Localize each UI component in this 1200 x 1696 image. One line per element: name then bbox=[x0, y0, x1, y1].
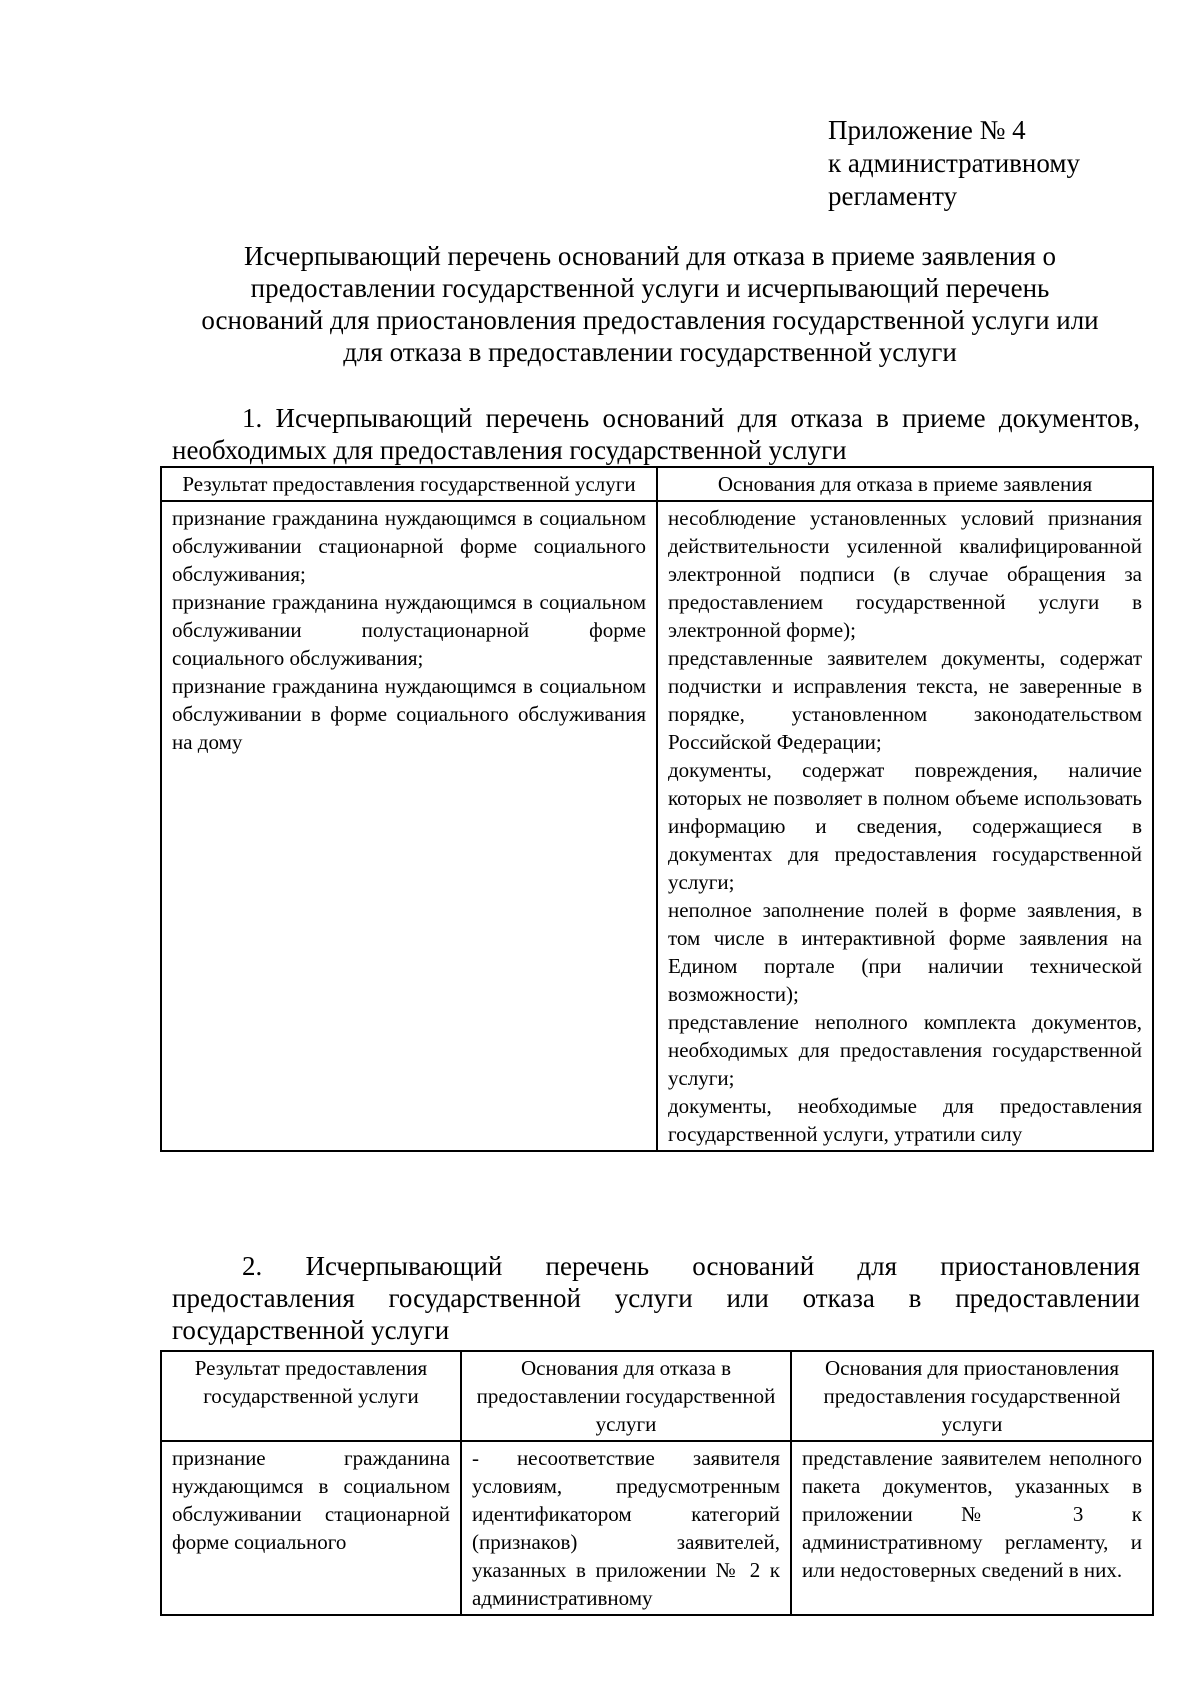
reasons-cell bbox=[657, 501, 1153, 1151]
table-row bbox=[161, 501, 1153, 1151]
table-header-row bbox=[161, 467, 1153, 501]
section-2-heading bbox=[172, 1250, 1140, 1346]
refusal-cell: - несоответствие заявителя условиям, предусмотренным идентификатором категорий (признаков) заявителей, указанных в приложении № 2 к административному bbox=[461, 1441, 791, 1615]
header-refusal-reasons: Основания для отказа в приеме заявления bbox=[657, 467, 1153, 501]
result-item: признание гражданина нуждающимся в социальном обслуживании в форме социального обслуживания на дому bbox=[172, 674, 646, 754]
result-item: признание гражданина нуждающимся в социальном обслуживании стационарной форме социального обслуживания; bbox=[172, 506, 646, 586]
title-line: для отказа в предоставлении государственной услуги bbox=[343, 337, 957, 367]
reason-item: документы, содержат повреждения, наличие которых не позволяет в полном объеме использовать информацию и сведения, содержащиеся в документах для предоставления государственной услуги; bbox=[668, 758, 1142, 894]
header-suspension: Основания для приостановления предоставления государственной услуги bbox=[791, 1351, 1153, 1441]
table-header-row bbox=[161, 1351, 1153, 1441]
title-line: Исчерпывающий перечень оснований для отказа в приеме заявления о bbox=[243, 241, 1057, 271]
reason-item: представленные заявителем документы, содержат подчистки и исправления текста, не заверенные в порядке, установленном законодательством Российской Федерации; bbox=[668, 646, 1142, 754]
section-2-table bbox=[160, 1350, 1154, 1616]
header-refusal: Основания для отказа в предоставлении государственной услуги bbox=[461, 1351, 791, 1441]
result-item: признание гражданина нуждающимся в социальном обслуживании полустационарной форме социального обслуживания; bbox=[172, 590, 646, 670]
title-line: предоставлении государственной услуги и исчерпывающий перечень bbox=[250, 273, 1050, 303]
suspension-cell: представление заявителем неполного пакета документов, указанных в приложении № 3 к административному регламенту, и или недостоверных сведений в них. bbox=[791, 1441, 1153, 1615]
section-2-heading-text: 2. Исчерпывающий перечень оснований для приостановления предоставления государственной услуги или отказа в предоставлении государственной услуги bbox=[172, 1251, 1140, 1345]
appendix-subtitle-cont: регламенту bbox=[828, 181, 958, 211]
header-result: Результат предоставления государственной услуги bbox=[161, 467, 657, 501]
appendix-subtitle: к административному bbox=[828, 148, 1080, 178]
appendix-reference bbox=[828, 114, 1158, 213]
reason-item: представление неполного комплекта документов, необходимых для предоставления государственной услуги; bbox=[668, 1010, 1142, 1090]
reason-item: несоблюдение установленных условий признания действительности усиленной квалифицированной электронной подписи (в случае обращения за предоставлением государственной услуги в электронной форме); bbox=[668, 506, 1142, 642]
document-title bbox=[150, 240, 1150, 368]
section-1-heading bbox=[172, 402, 1140, 466]
appendix-number: Приложение № 4 bbox=[828, 115, 1026, 145]
reason-item: неполное заполнение полей в форме заявления, в том числе в интерактивной форме заявления на Едином портале (при наличии технической возможности); bbox=[668, 898, 1142, 1006]
header-result: Результат предоставления государственной услуги bbox=[161, 1351, 461, 1441]
reason-item: документы, необходимые для предоставления государственной услуги, утратили силу bbox=[668, 1094, 1142, 1146]
result-cell bbox=[161, 501, 657, 1151]
title-line: оснований для приостановления предоставления государственной услуги или bbox=[201, 305, 1099, 335]
table-row bbox=[161, 1441, 1153, 1615]
section-1-table bbox=[160, 466, 1154, 1152]
result-cell: признание гражданина нуждающимся в социальном обслуживании стационарной форме социального bbox=[161, 1441, 461, 1615]
section-1-heading-text: 1. Исчерпывающий перечень оснований для отказа в приеме документов, необходимых для предоставления государственной услуги bbox=[172, 403, 1140, 465]
